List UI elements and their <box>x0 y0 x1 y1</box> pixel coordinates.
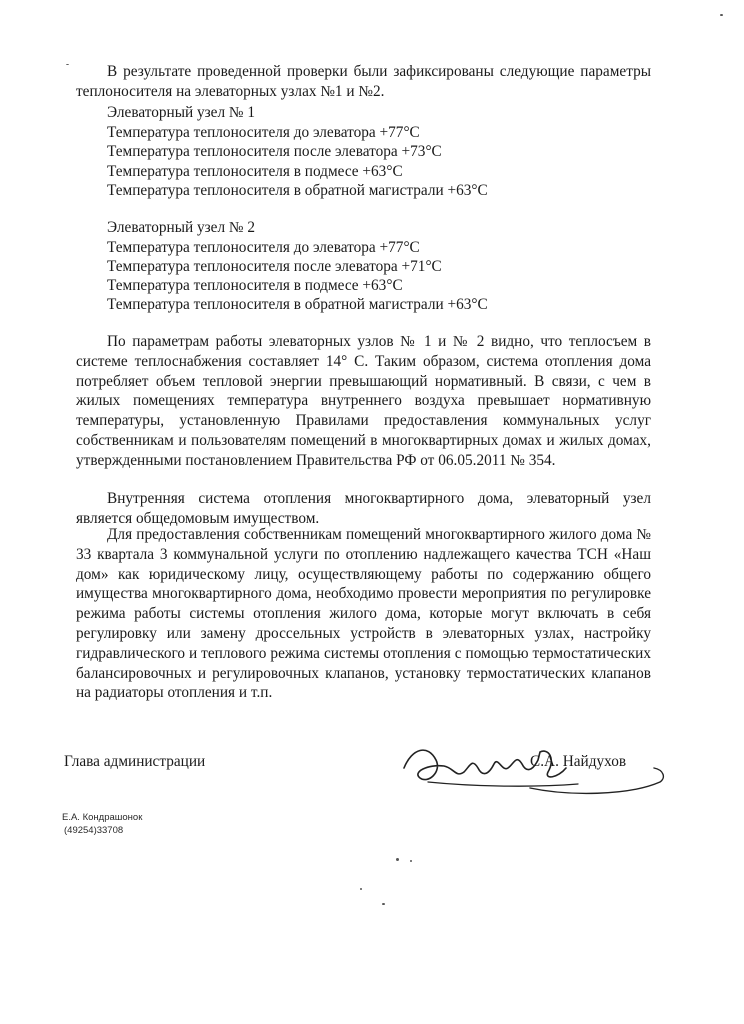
ownership-paragraph: Внутренняя система отопления многоквартирного дома, элеваторный узел является общедомовым имуществом. <box>76 490 651 527</box>
node1-line: Температура теплоносителя в обратной магистрали +63°С <box>107 182 488 199</box>
node1-line: Температура теплоносителя после элеватора +73°С <box>107 143 442 160</box>
node2-title: Элеваторный узел № 2 <box>107 219 255 236</box>
signatory-name: С.А. Найдухов <box>530 753 627 770</box>
measures-paragraph: Для предоставления собственникам помещений многоквартирного жилого дома № 33 квартала 3 коммунальной услуги по отоплению надлежащего качества ТСН «Наш дом» как юридическому лицу, осуществляющему работы по содержанию общего имущества многоквартирного дома, необходимо провести мероприятия по регулировке режима работы системы отопления жилого дома, которые могут включать в себя регулировку или замену дроссельных устройств в элеваторных узлах, настройку гидравлического и теплового режима системы отопления с помощью термостатических балансировочных и регулировочных клапанов, установку термостатических клапанов на радиаторы отопления и т.п. <box>76 526 651 702</box>
node2-line: Температура теплоносителя в обратной магистрали +63°С <box>107 296 488 313</box>
node2-line: Температура теплоносителя после элеватора +71°С <box>107 258 442 275</box>
node2-line: Температура теплоносителя до элеватора +77°С <box>107 239 420 256</box>
scan-speck <box>66 64 69 65</box>
scan-speck <box>382 903 385 905</box>
analysis-paragraph: По параметрам работы элеваторных узлов № 1 и № 2 видно, что теплосъем в системе теплоснабжения составляет 14° С. Таким образом, система отопления дома потребляет объем тепловой энергии превышающий нормативный. В связи, с чем в жилых помещениях температура внутреннего воздуха превышает нормативную температуры, установленную Правилами предоставления коммунальных услуг собственникам и пользователям помещений в многоквартирных домах и жилых домах, утвержденными постановлением Правительства РФ от 06.05.2011 № 354. <box>76 333 651 469</box>
node1-line: Температура теплоносителя до элеватора +77°С <box>107 124 420 141</box>
intro-paragraph: В результате проведенной проверки были зафиксированы следующие параметры теплоносителя на элеваторных узлах №1 и №2. <box>76 63 651 100</box>
scan-speck <box>396 858 399 861</box>
scan-speck <box>360 888 362 890</box>
executor-name: Е.А. Кондрашонок <box>62 812 143 823</box>
scan-speck <box>410 860 412 862</box>
scan-speck <box>720 14 723 16</box>
node2-line: Температура теплоносителя в подмесе +63°С <box>107 277 403 294</box>
signatory-position: Глава администрации <box>64 753 206 770</box>
executor-phone: (49254)33708 <box>64 825 124 836</box>
node1-line: Температура теплоносителя в подмесе +63°С <box>107 163 403 180</box>
node1-title: Элеваторный узел № 1 <box>107 104 255 121</box>
